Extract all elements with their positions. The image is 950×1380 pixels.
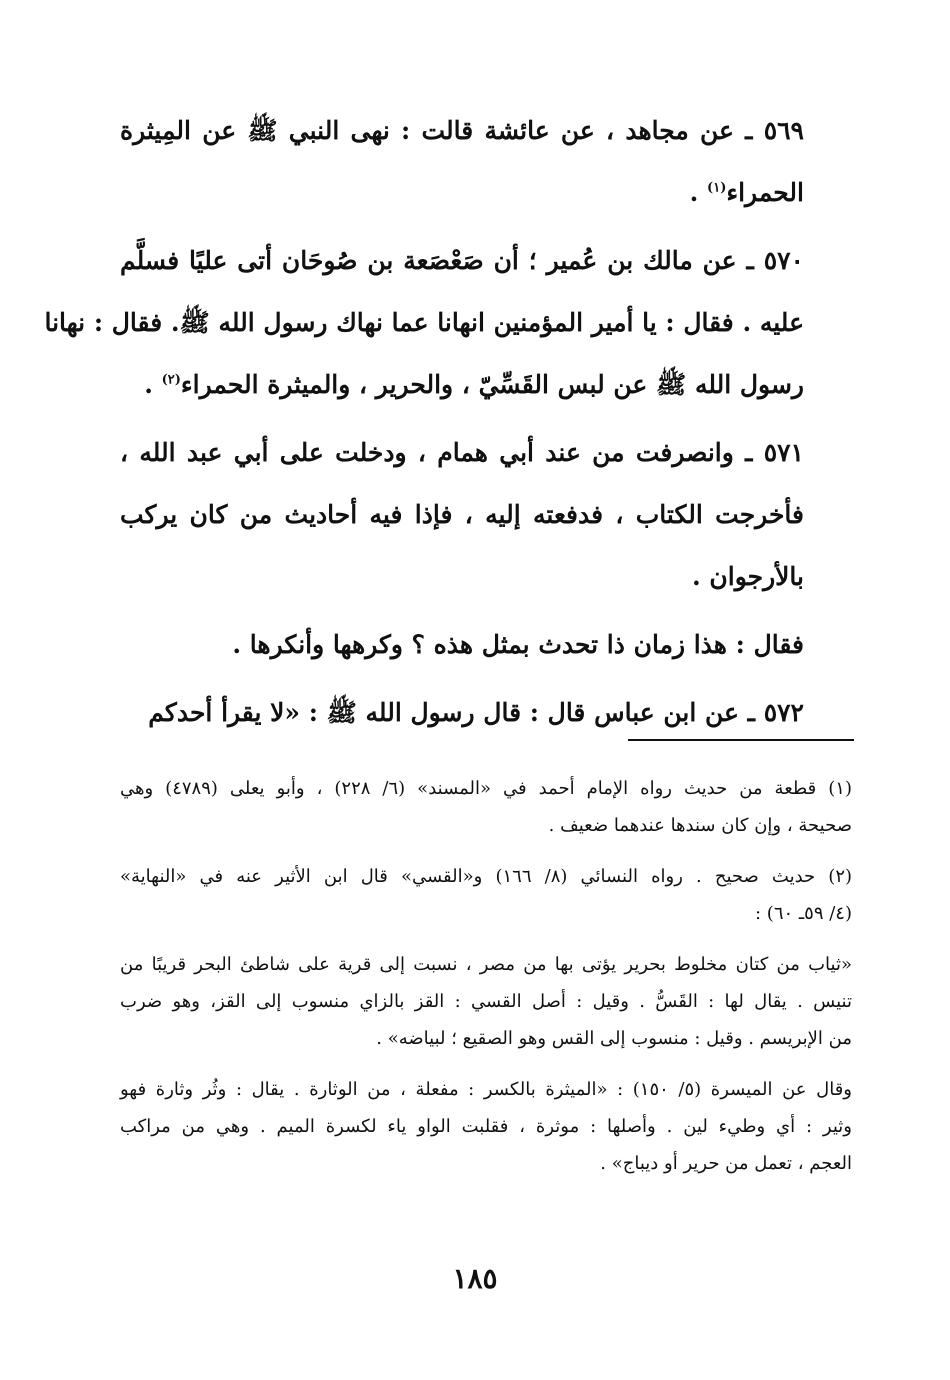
- hadith-571-continued-line-1: فقال : هذا زمان ذا تحدث بمثل هذه ؟ وكرهها وأنكرها .: [232, 630, 804, 659]
- hadith-571-continued: [120, 614, 852, 676]
- footnote-2-mithara-line-1: وقال عن الميسرة (٥/ ١٥٠) : «الميثرة بالكسر : مفعلة ، من الوثارة . يقال : وثُر وثارة فهو: [120, 1079, 853, 1100]
- footnote-ref-1: (١): [707, 180, 727, 196]
- hadith-571-line-3: بالأرجوان .: [692, 562, 804, 591]
- footnote-2-mithara-line-3: العجم ، تعمل من حرير أو ديباج» .: [600, 1153, 852, 1174]
- footnote-1: [120, 770, 852, 844]
- page-number: ١٨٥: [452, 1262, 498, 1295]
- footnote-separator: [628, 739, 854, 741]
- hadith-570-line-3: [120, 354, 852, 416]
- hadith-571-line-1: ٥٧١ ـ وانصرفت من عند أبي همام ، ودخلت على أبي عبد الله ،: [120, 438, 804, 467]
- footnotes: [120, 770, 852, 1196]
- hadith-572-line-1: ٥٧٢ ـ عن ابن عباس قال : قال رسول الله ﷺ : «لا يقرأ أحدكم: [148, 698, 804, 727]
- hadith-569-line-2-end: .: [689, 178, 708, 207]
- footnote-1-line-1: (١) قطعة من حديث رواه الإمام أحمد في «المسند» (٦/ ٢٢٨) ، وأبو يعلى (٤٧٨٩) وهي: [120, 778, 852, 799]
- hadith-570-line-3-end: .: [144, 370, 162, 399]
- hadith-571: [120, 422, 852, 608]
- hadith-571-line-2: فأخرجت الكتاب ، فدفعته إليه ، فإذا فيه أحاديث من كان يركب: [120, 500, 804, 529]
- hadith-569-line-2-text: الحمراء: [726, 178, 804, 207]
- footnote-2-line-1: (٢) حديث صحيح . رواه النسائي (٨/ ١٦٦) و«القسي» قال ابن الأثير عنه في «النهاية»: [120, 866, 853, 887]
- footnote-2-line-2: (٤/ ٥٩ـ ٦٠) :: [755, 903, 852, 924]
- hadith-569-line-2: [120, 162, 852, 224]
- footnote-2: [120, 858, 852, 932]
- hadith-570-line-3-text: رسول الله ﷺ عن لبس القَسِّيّ ، والحرير ، والميثرة الحمراء: [180, 370, 804, 399]
- footnote-2-quote-line-3: من الإبريسم . وقيل : منسوب إلى القس وهو الصقيع ؛ لبياضه» .: [376, 1028, 852, 1049]
- hadith-569: [120, 100, 852, 224]
- hadith-572: [120, 682, 852, 744]
- hadith-570-line-2: عليه . فقال : يا أمير المؤمنين انهانا عما نهاك رسول الله ﷺ. فقال : نهانا: [44, 308, 804, 337]
- hadith-570-line-1: ٥٧٠ ـ عن مالك بن عُمير ؛ أن صَعْصَعة بن صُوحَان أتى عليًا فسلَّم: [120, 246, 804, 275]
- footnote-2-quote-line-2: تنيس . يقال لها : القَسُّ . وقيل : أصل القسي : القز بالزاي منسوب إلى القز، وهو ضرب: [120, 991, 852, 1012]
- footnote-2-quote: [120, 946, 852, 1057]
- footnote-2-quote-line-1: «ثياب من كتان مخلوط بحرير يؤتى بها من مصر ، نسبت إلى قرية على شاطئ البحر قريبًا من: [120, 954, 852, 975]
- footnote-2-mithara-line-2: وثير : أي وطيء لين . وأصلها : موثرة ، فقلبت الواو ياء لكسرة الميم . وهي من مراكب: [120, 1116, 852, 1137]
- footnote-ref-2: (٢): [161, 372, 181, 388]
- footnote-2-mithara: [120, 1071, 852, 1182]
- hadith-569-line-1: ٥٦٩ ـ عن مجاهد ، عن عائشة قالت : نهى النبي ﷺ عن المِيثرة: [120, 116, 804, 145]
- hadith-570: [44, 230, 852, 416]
- main-text: [44, 100, 852, 750]
- footnote-1-line-2: صحيحة ، وإن كان سندها عندهما ضعيف .: [548, 815, 852, 836]
